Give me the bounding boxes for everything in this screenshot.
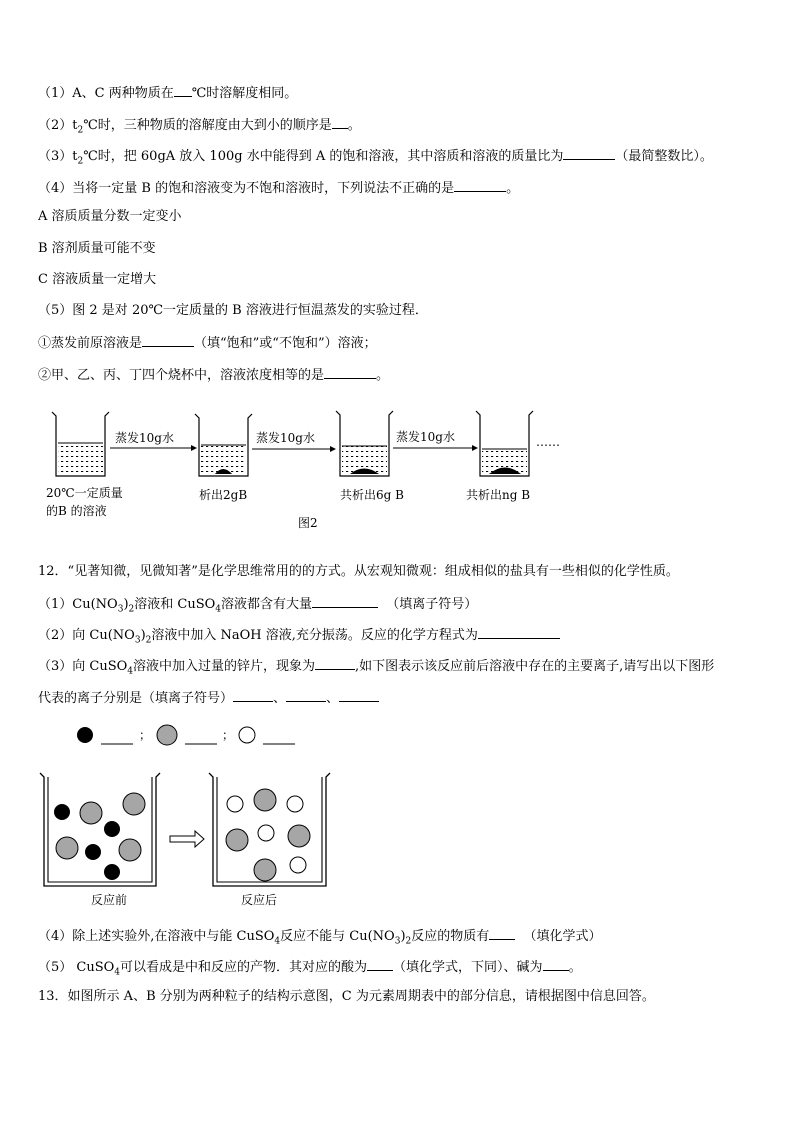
q11-part3: $(3)t_2℃$时，把 60gA 放入 100g 水中能得到 A 的饱和溶液，其中溶质和溶液的质量比为 （最简整数比）。 [38, 146, 713, 171]
beaker-1-label-line2: 的B 的溶液 [46, 504, 107, 518]
q12-part3: （3）向 CuSO$_4$溶液中加入过量的锌片，现象为 ,如下图表示该反应前后溶液中存在的主要离子,请写出以下图形 [38, 656, 714, 681]
arrow-2-label: 蒸发10g水 [256, 431, 315, 445]
answer-blank[interactable] [543, 957, 569, 971]
answer-blank[interactable] [489, 926, 515, 940]
q12-part2: （2）向 $Cu(NO_3)_2$溶液中加入 NaOH 溶液,充分振荡。反应的化学方程式为 [38, 625, 560, 650]
q11-part5-2: ②甲、乙、丙、丁四个烧杯中，溶液浓度相等的是 。 [38, 365, 389, 385]
legend-separator: ； [139, 728, 152, 742]
ellipsis: …… [536, 435, 560, 449]
answer-blank[interactable] [478, 625, 560, 639]
beaker-2 [195, 414, 252, 476]
answer-blank[interactable] [339, 688, 379, 702]
figure-caption: 图2 [298, 516, 318, 530]
q11-option-c: C 溶液质量一定增大 [38, 272, 157, 287]
arrow-3-label: 蒸发10g水 [396, 430, 455, 444]
q13-intro: 13．如图所示 A、B 分别为两种粒子的结构示意图，C 为元素周期表中的部分信息，请根据图中信息回答。 [38, 989, 655, 1004]
legend-gray-ion-icon [157, 725, 177, 745]
beaker-4 [476, 411, 533, 476]
reaction-arrow-icon [170, 831, 204, 847]
arrow-1-label: 蒸发10g水 [115, 431, 174, 445]
q12-intro: 12．“见著知微，见微知著”是化学思维常用的的方式。从宏观知微观：组成相似的盐具有一些相似的化学性质。 [38, 564, 679, 579]
answer-blank[interactable] [367, 957, 393, 971]
q12-part3-cont: 代表的离子分别是（填离子符号） 、 、 [38, 688, 379, 708]
legend-white-ion-icon [239, 727, 255, 743]
answer-blank[interactable] [286, 688, 326, 702]
answer-blank[interactable] [233, 688, 273, 702]
beaker-before-reaction [40, 773, 160, 886]
before-reaction-label: 反应前 [91, 893, 128, 907]
q11-option-a: A 溶质质量分数一定变小 [38, 209, 182, 224]
q11-part2: $(2)t_2℃$时，三种物质的溶解度由大到小的顺序是 。 [38, 115, 361, 140]
q12-part5: （5） CuSO$_4$可以看成是中和反应的产物．其对应的酸为 （填化学式，下同）、碱为 。 [38, 957, 582, 982]
legend-separator: ； [222, 728, 235, 742]
q12-part4: （4）除上述实验外,在溶液中与能 CuSO$_4$反应不能与 $Cu(NO_3)_2$反应的物质有 （填化学式） [38, 926, 602, 951]
beaker-1 [52, 412, 109, 476]
legend-black-ion-icon [77, 727, 93, 743]
q12-part1: $(1)Cu(NO_3)_2$溶液和 CuSO$_4$溶液都含有大量 （填离子符号） [38, 594, 477, 619]
beaker-3-label: 共析出6g B [340, 488, 404, 502]
q11-part5-1: ①蒸发前原溶液是 （填“饱和”或“不饱和”）溶液； [38, 333, 377, 353]
q11-part5: （5）图 2 是对 20℃一定质量的 B 溶液进行恒温蒸发的实验过程． [38, 303, 428, 318]
beaker-after-reaction [209, 773, 330, 886]
q11-option-b: B 溶剂质量可能不变 [38, 241, 156, 256]
beaker-1-label-line1: 20℃一定质量 [46, 486, 123, 500]
beaker-2-label: 析出2gB [199, 488, 248, 502]
answer-blank[interactable] [312, 594, 378, 608]
beaker-4-label: 共析出ng B [466, 488, 531, 502]
beaker-3 [336, 411, 393, 476]
after-reaction-label: 反应后 [241, 893, 278, 907]
q11-part1: （1）A、C 两种物质在 ℃时溶解度相同。 [38, 83, 297, 103]
q11-part4: （4）当将一定量 B 的饱和溶液变为不饱和溶液时，下列说法不正确的是 。 [38, 178, 519, 198]
answer-blank[interactable] [315, 656, 355, 670]
